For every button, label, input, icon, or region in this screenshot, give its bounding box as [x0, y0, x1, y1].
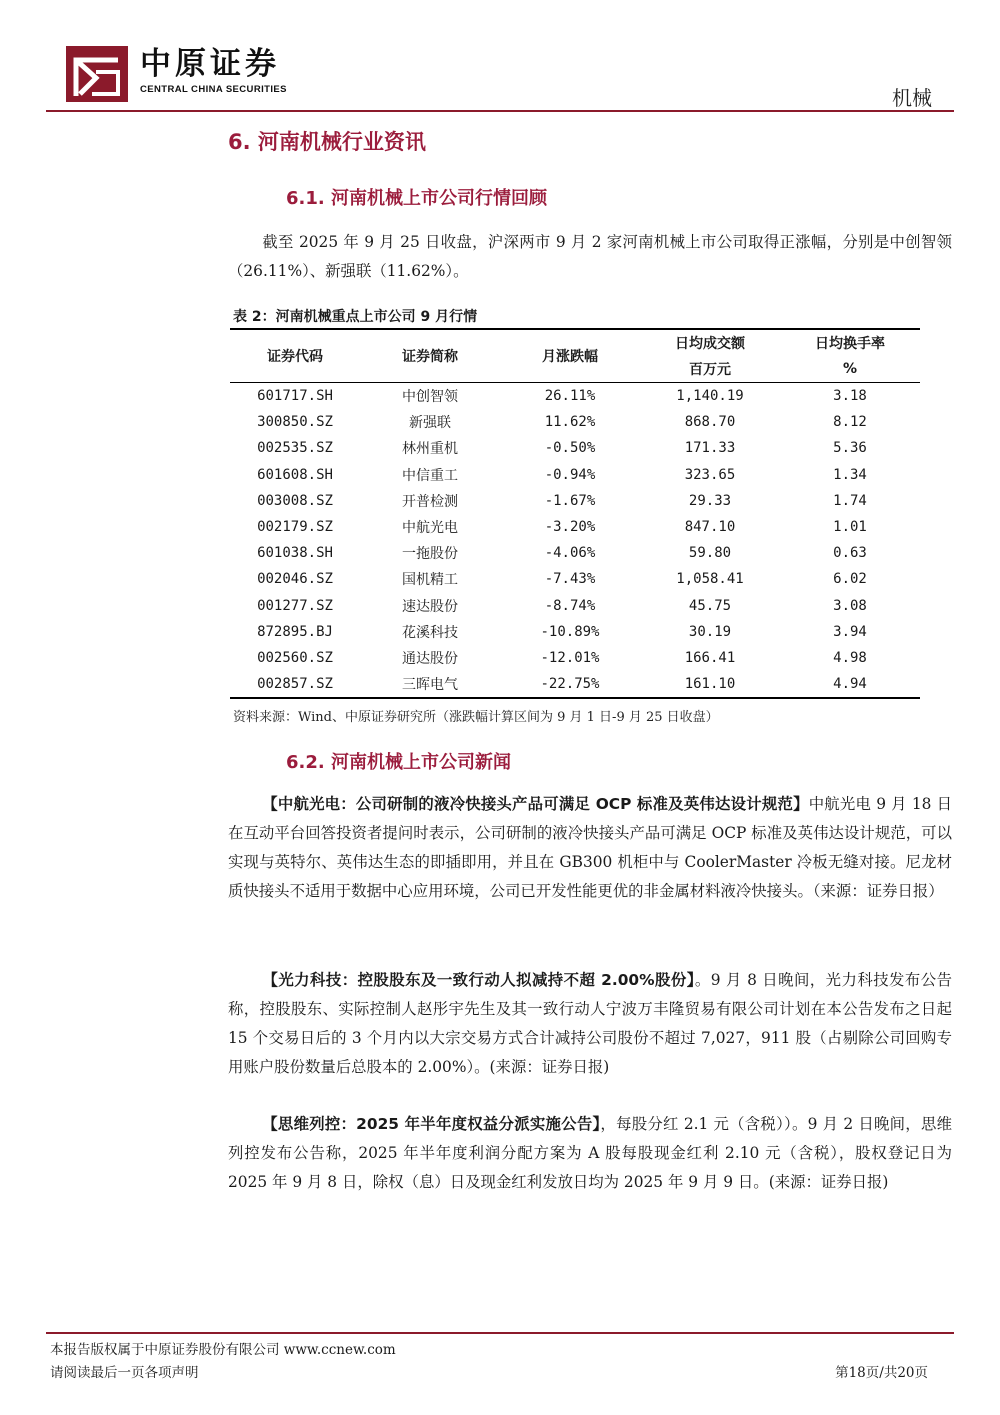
cell-code: 300850.SZ — [257, 414, 333, 431]
header-code: 证券代码 — [230, 329, 360, 383]
table-title: 表 2：河南机械重点上市公司 9 月行情 — [233, 309, 478, 325]
cell-name: 花溪科技 — [402, 624, 458, 641]
cell-turnover: 3.18 — [833, 388, 867, 405]
cell-change: -7.43% — [544, 571, 596, 588]
cell-turnover: 6.02 — [833, 571, 867, 588]
subsection-title-market: 6.1. 河南机械上市公司行情回顾 — [286, 188, 547, 209]
table-row — [230, 540, 920, 566]
cell-change: -0.50% — [544, 440, 596, 457]
cell-name: 中信重工 — [402, 467, 458, 484]
subsection-title-news: 6.2. 河南机械上市公司新闻 — [286, 752, 511, 773]
news-item — [228, 966, 952, 1082]
header-change: 月涨跌幅 — [500, 329, 640, 383]
cell-code: 002535.SZ — [257, 440, 333, 457]
table-row — [230, 383, 920, 410]
table-row — [230, 619, 920, 645]
table-row — [230, 435, 920, 461]
page-number: 第18页/共20页 — [835, 1365, 928, 1381]
cell-amount: 30.19 — [688, 623, 732, 640]
cell-change: -3.20% — [544, 519, 596, 536]
news-headline: 【思维列控：2025 年半年度权益分派实施公告】 — [262, 1115, 601, 1133]
cell-change: -22.75% — [500, 671, 640, 698]
cell-name: 一拖股份 — [402, 546, 458, 563]
cell-change: -8.74% — [544, 597, 596, 614]
cell-change: -12.01% — [540, 649, 600, 666]
table-source-note: 资料来源：Wind、中原证券研究所（涨跌幅计算区间为 9 月 1 日-9 月 25 日收盘） — [233, 710, 719, 725]
logo-english-name: CENTRAL CHINA SECURITIES — [140, 84, 287, 95]
cell-turnover: 3.94 — [833, 623, 867, 640]
cell-amount: 29.33 — [688, 492, 732, 509]
cell-turnover: 4.94 — [780, 671, 920, 698]
section-title: 6. 河南机械行业资讯 — [228, 130, 426, 154]
cell-name: 林州重机 — [402, 441, 458, 458]
news-item — [228, 790, 952, 906]
cell-amount: 45.75 — [688, 597, 732, 614]
table-row — [230, 488, 920, 514]
cell-name: 新强联 — [409, 415, 451, 432]
table-row — [230, 462, 920, 488]
cell-turnover: 1.74 — [833, 492, 867, 509]
table-row — [230, 671, 920, 698]
header-name: 证券简称 — [360, 329, 500, 383]
cell-code: 601717.SH — [257, 388, 333, 405]
cell-amount: 847.10 — [684, 519, 736, 536]
cell-name: 中航光电 — [402, 520, 458, 537]
header-amount: 日均成交额 — [640, 329, 780, 356]
cell-turnover: 1.34 — [833, 466, 867, 483]
cell-turnover: 1.01 — [833, 519, 867, 536]
cell-name: 速达股份 — [402, 598, 458, 615]
cell-code: 002179.SZ — [257, 519, 333, 536]
cell-change: -10.89% — [540, 623, 600, 640]
header-turnover-unit: % — [780, 356, 920, 383]
cell-code: 002857.SZ — [230, 671, 360, 698]
cell-amount: 868.70 — [684, 414, 736, 431]
cell-change: -0.94% — [544, 466, 596, 483]
header-divider — [46, 110, 954, 112]
news-body: 中航光电 9 月 18 日在互动平台回答投资者提问时表示，公司研制的液冷快接头产品可满足 OCP 标准及英伟达设计规范，可以实现与英特尔、英伟达生态的即插即用，并且在 GB300 机柜中与 CoolerMaster 冷板无缝对接。尼龙材质快接头不适用于数据中心应用环境，公司已开发性能更优的非金属材料液冷快接头。（来源：证券日报） — [228, 795, 952, 900]
cell-name: 国机精工 — [402, 572, 458, 589]
cell-amount: 1,140.19 — [676, 388, 744, 405]
cell-turnover: 4.98 — [833, 649, 867, 666]
footer-disclaimer-notice: 请阅读最后一页各项声明 — [50, 1365, 199, 1381]
cell-name: 开普检测 — [402, 493, 458, 510]
market-table — [230, 328, 920, 699]
cell-change: 11.62% — [544, 414, 596, 431]
news-item — [228, 1110, 952, 1197]
cell-code: 001277.SZ — [257, 597, 333, 614]
cell-name: 三晖电气 — [360, 671, 500, 698]
company-logo-icon — [66, 46, 128, 102]
cell-turnover: 0.63 — [833, 545, 867, 562]
table-row — [230, 409, 920, 435]
cell-change: 26.11% — [544, 388, 596, 405]
header-turnover: 日均换手率 — [780, 329, 920, 356]
cell-turnover: 3.08 — [833, 597, 867, 614]
cell-change: -1.67% — [544, 492, 596, 509]
cell-turnover: 5.36 — [833, 440, 867, 457]
cell-name: 通达股份 — [402, 650, 458, 667]
cell-turnover: 8.12 — [833, 414, 867, 431]
news-body: ，每股分红 2.1 元（含税））。9 月 2 日晚间，思维列控发布公告称，2025 年半年度利润分配方案为 A 股每股现金红利 2.10 元（含税），股权登记日为 2025 年 9 月 8 日，除权（息）日及现金红利发放日均为 2025 年 9 月 9 日。(来源：证券日报) — [228, 1115, 952, 1191]
table-row — [230, 566, 920, 592]
cell-amount: 323.65 — [684, 466, 736, 483]
cell-code: 003008.SZ — [257, 492, 333, 509]
news-headline: 【中航光电：公司研制的液冷快接头产品可满足 OCP 标准及英伟达设计规范】 — [262, 795, 809, 813]
table-row — [230, 593, 920, 619]
cell-code: 601038.SH — [257, 545, 333, 562]
cell-code: 002046.SZ — [257, 571, 333, 588]
cell-amount: 1,058.41 — [676, 571, 744, 588]
cell-amount: 161.10 — [640, 671, 780, 698]
footer-divider — [46, 1332, 954, 1334]
table-row — [230, 514, 920, 540]
cell-amount: 166.41 — [684, 649, 736, 666]
cell-name: 中创智领 — [402, 389, 458, 406]
cell-amount: 171.33 — [684, 440, 736, 457]
report-category: 机械 — [892, 86, 932, 110]
news-body: 。9 月 8 日晚间，光力科技发布公告称，控股股东、实际控制人赵彤宇先生及其一致行动人宁波万丰隆贸易有限公司计划在本公告发布之日起 15 个交易日后的 3 个月内以大宗交易方式合计减持公司股份不超过 7,027，911 股（占剔除公司回购专用账户股份数量后总股本的 2.00%）。(来源：证券日报) — [228, 971, 952, 1076]
market-summary-text: 截至 2025 年 9 月 25 日收盘，沪深两市 9 月 2 家河南机械上市公司取得正涨幅，分别是中创智领（26.11%）、新强联（11.62%）。 — [228, 233, 952, 280]
header-amount-unit: 百万元 — [640, 356, 780, 383]
cell-change: -4.06% — [544, 545, 596, 562]
cell-code: 002560.SZ — [257, 649, 333, 666]
cell-code: 872895.BJ — [257, 623, 333, 640]
logo-chinese-name: 中原证券 — [140, 46, 280, 82]
table-row — [230, 645, 920, 671]
cell-code: 601608.SH — [257, 466, 333, 483]
footer-copyright: 本报告版权属于中原证券股份有限公司 www.ccnew.com — [50, 1342, 396, 1358]
market-summary-paragraph — [228, 228, 952, 286]
news-headline: 【光力科技：控股股东及一致行动人拟减持不超 2.00%股份】 — [262, 971, 695, 989]
cell-amount: 59.80 — [688, 545, 732, 562]
